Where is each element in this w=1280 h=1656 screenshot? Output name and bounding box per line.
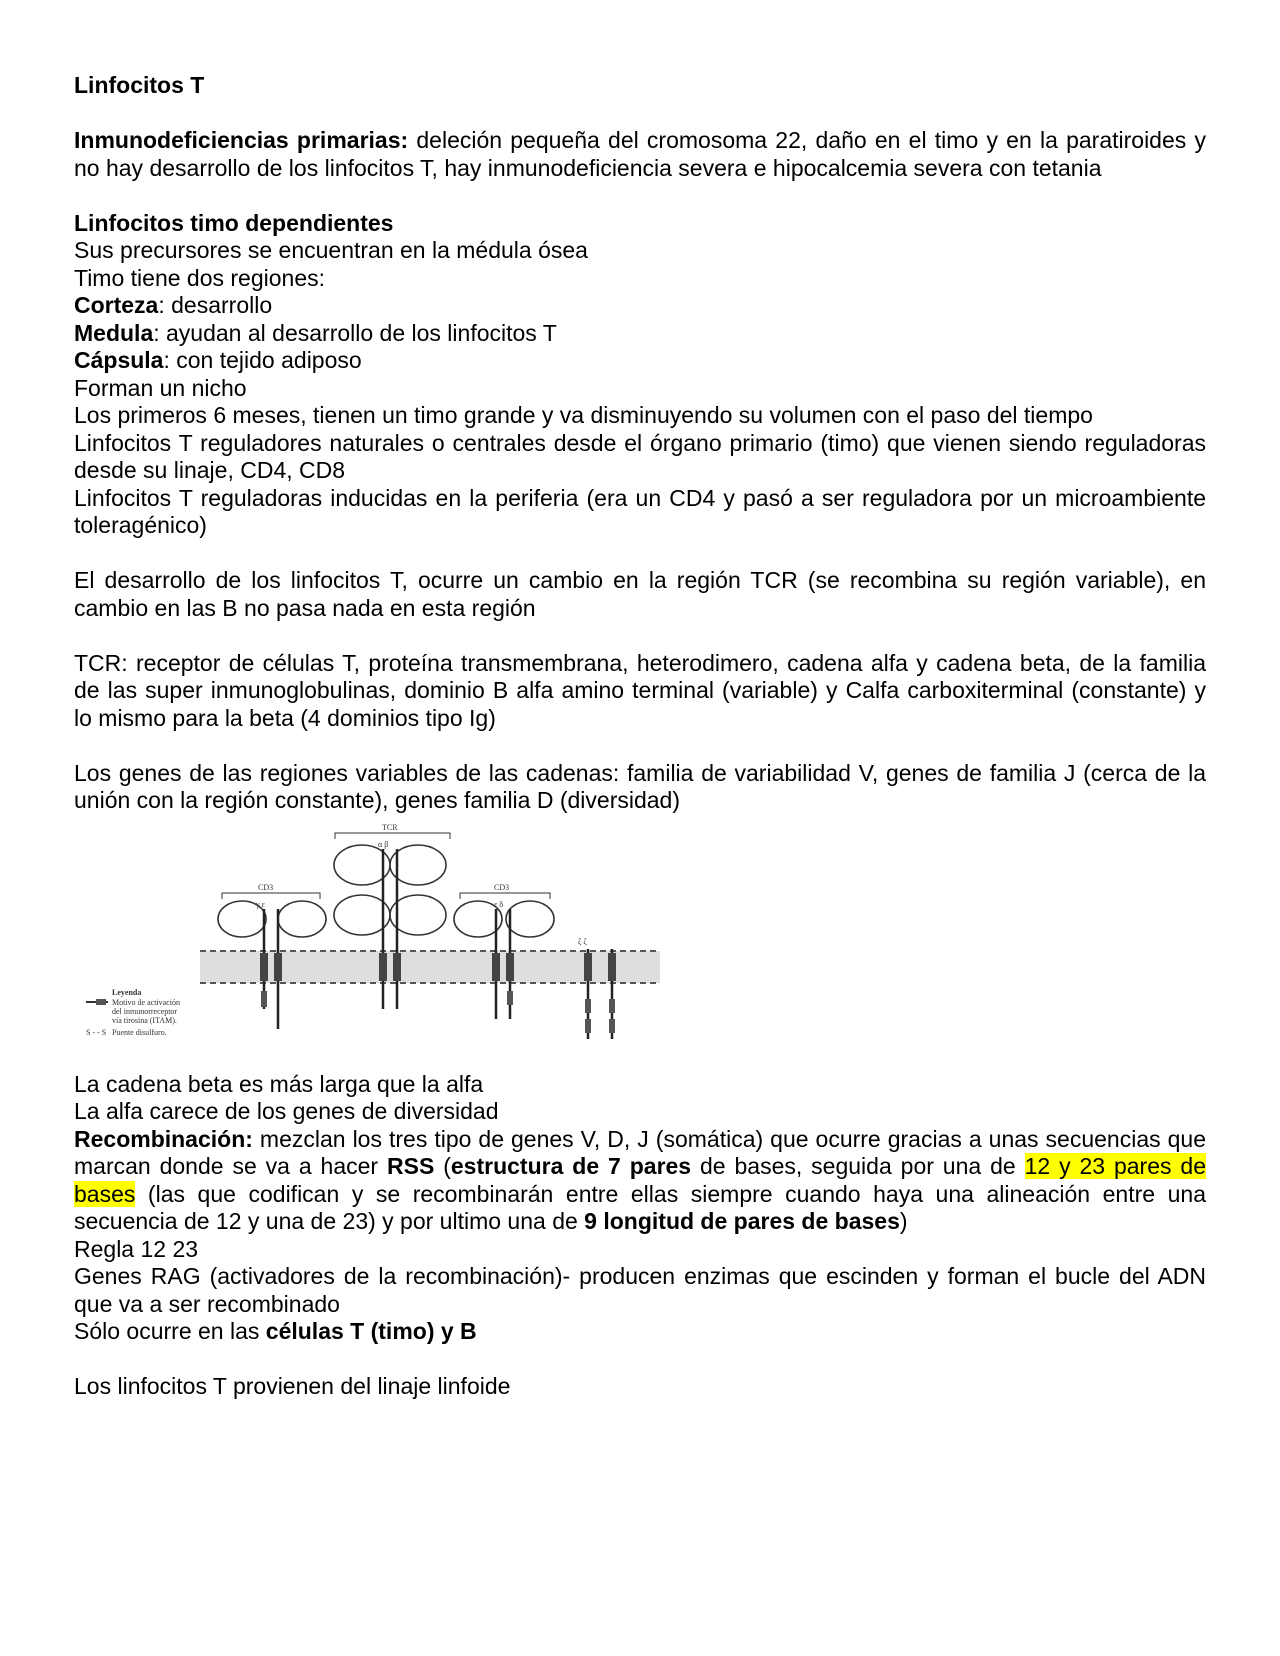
document-page — [74, 72, 1206, 1401]
paragraph-recombinacion: Recombinación: mezclan los tres tipo de genes V, D, J (somática) que ocurre gracias a unas secuencias que marcan donde se va a hacer RSS (estructura de 7 pares de bases, seguida por una de 12 y 23 pares de bases (las que codifican y se recombinarán entre ellas siempre cuando haya una alineación entre una secuencia de 12 y una de 23) y por ultimo una de 9 longitud de pares de bases) — [74, 1125, 1206, 1234]
line-alfa-carece: La alfa carece de los genes de diversidad — [74, 1098, 499, 1124]
line-regiones: Timo tiene dos regiones: — [74, 264, 326, 291]
section-heading-timo: Linfocitos timo dependientes — [74, 209, 394, 236]
paragraph-rag: Genes RAG (activadores de la recombinación)- producen enzimas que escinden y forman el bucle del ADN que va a ser recombinado — [74, 1263, 1206, 1317]
tcr-complex-diagram — [80, 819, 680, 1059]
chain-stalks — [264, 849, 612, 1039]
label-cd3-left: CD3 — [258, 882, 274, 892]
label-gamma-epsilon: γ ε — [256, 899, 265, 909]
line-nicho: Forman un nicho — [74, 374, 247, 401]
label-epsilon-delta: ε δ — [494, 899, 504, 909]
line-beta-larga: La cadena beta es más larga que la alfa — [74, 1070, 484, 1097]
paragraph-desarrollo: El desarrollo de los linfocitos T, ocurre un cambio en la región TCR (se recombina su región variable), en cambio en las B no pasa nada en esta región — [74, 567, 1206, 621]
label-alpha-beta: α β — [378, 839, 389, 849]
legend-ss-symbol: S - - S — [86, 1027, 107, 1037]
line-linaje: Los linfocitos T provienen del linaje linfoide — [74, 1373, 511, 1399]
label-tcr: TCR — [382, 822, 398, 832]
line-corteza: Corteza: desarrollo — [74, 292, 273, 318]
line-regla: Regla 12 23 — [74, 1235, 199, 1262]
document-title: Linfocitos T — [74, 72, 205, 98]
figure-legend — [86, 988, 180, 1037]
paragraph-inmunodeficiencias: Inmunodeficiencias primarias: deleción pequeña del cromosoma 22, daño en el timo y en la paratiroides y no hay desarrollo de los linfocitos T, hay inmunodeficiencia severa e hipocalcemia severa con tetania — [74, 127, 1206, 181]
line-capsula: Cápsula: con tejido adiposo — [74, 347, 362, 373]
legend-itam-line3: vía tirosina (ITAM). — [112, 1015, 177, 1025]
tcr-complex-figure — [80, 819, 680, 1059]
line-solo-ocurre: Sólo ocurre en las células T (timo) y B — [74, 1318, 477, 1344]
legend-itam-line1: Motivo de activación — [112, 997, 180, 1007]
line-reguladoras-inducidas: Linfocitos T reguladoras inducidas en la periferia (era un CD4 y pasó a ser reguladora por un microambiente toleragénico) — [74, 484, 1206, 538]
paragraph-tcr: TCR: receptor de células T, proteína transmembrana, heterodimero, cadena alfa y cadena beta, de la familia de las super inmunoglobulinas, dominio B alfa amino terminal (variable) y Calfa carboxiterminal (constante) y lo mismo para la beta (4 dominios tipo Ig) — [74, 649, 1206, 731]
line-precursores: Sus precursores se encuentran en la médula ósea — [74, 237, 588, 263]
itam-motifs — [261, 991, 615, 1033]
legend-itam-line2: del inmunorreceptor — [112, 1006, 178, 1016]
label-cd3-right: CD3 — [494, 882, 510, 892]
paragraph-genes: Los genes de las regiones variables de las cadenas: familia de variabilidad V, genes de familia J (cerca de la unión con la región constante), genes familia D (diversidad) — [74, 759, 1206, 813]
line-reguladores-naturales: Linfocitos T reguladores naturales o centrales desde el órgano primario (timo) que vienen siendo reguladoras desde su linaje, CD4, CD8 — [74, 429, 1206, 483]
line-primeros-meses: Los primeros 6 meses, tienen un timo grande y va disminuyendo su volumen con el paso del tiempo — [74, 402, 1093, 428]
highlighted-text: 12 y 23 pares de bases — [74, 1153, 1206, 1207]
line-medula: Medula: ayudan al desarrollo de los linfocitos T — [74, 319, 557, 346]
label-zeta-zeta: ζ ζ — [578, 936, 587, 946]
legend-title: Leyenda — [112, 987, 142, 997]
legend-disulfide: Puente disulfuro. — [112, 1027, 167, 1037]
